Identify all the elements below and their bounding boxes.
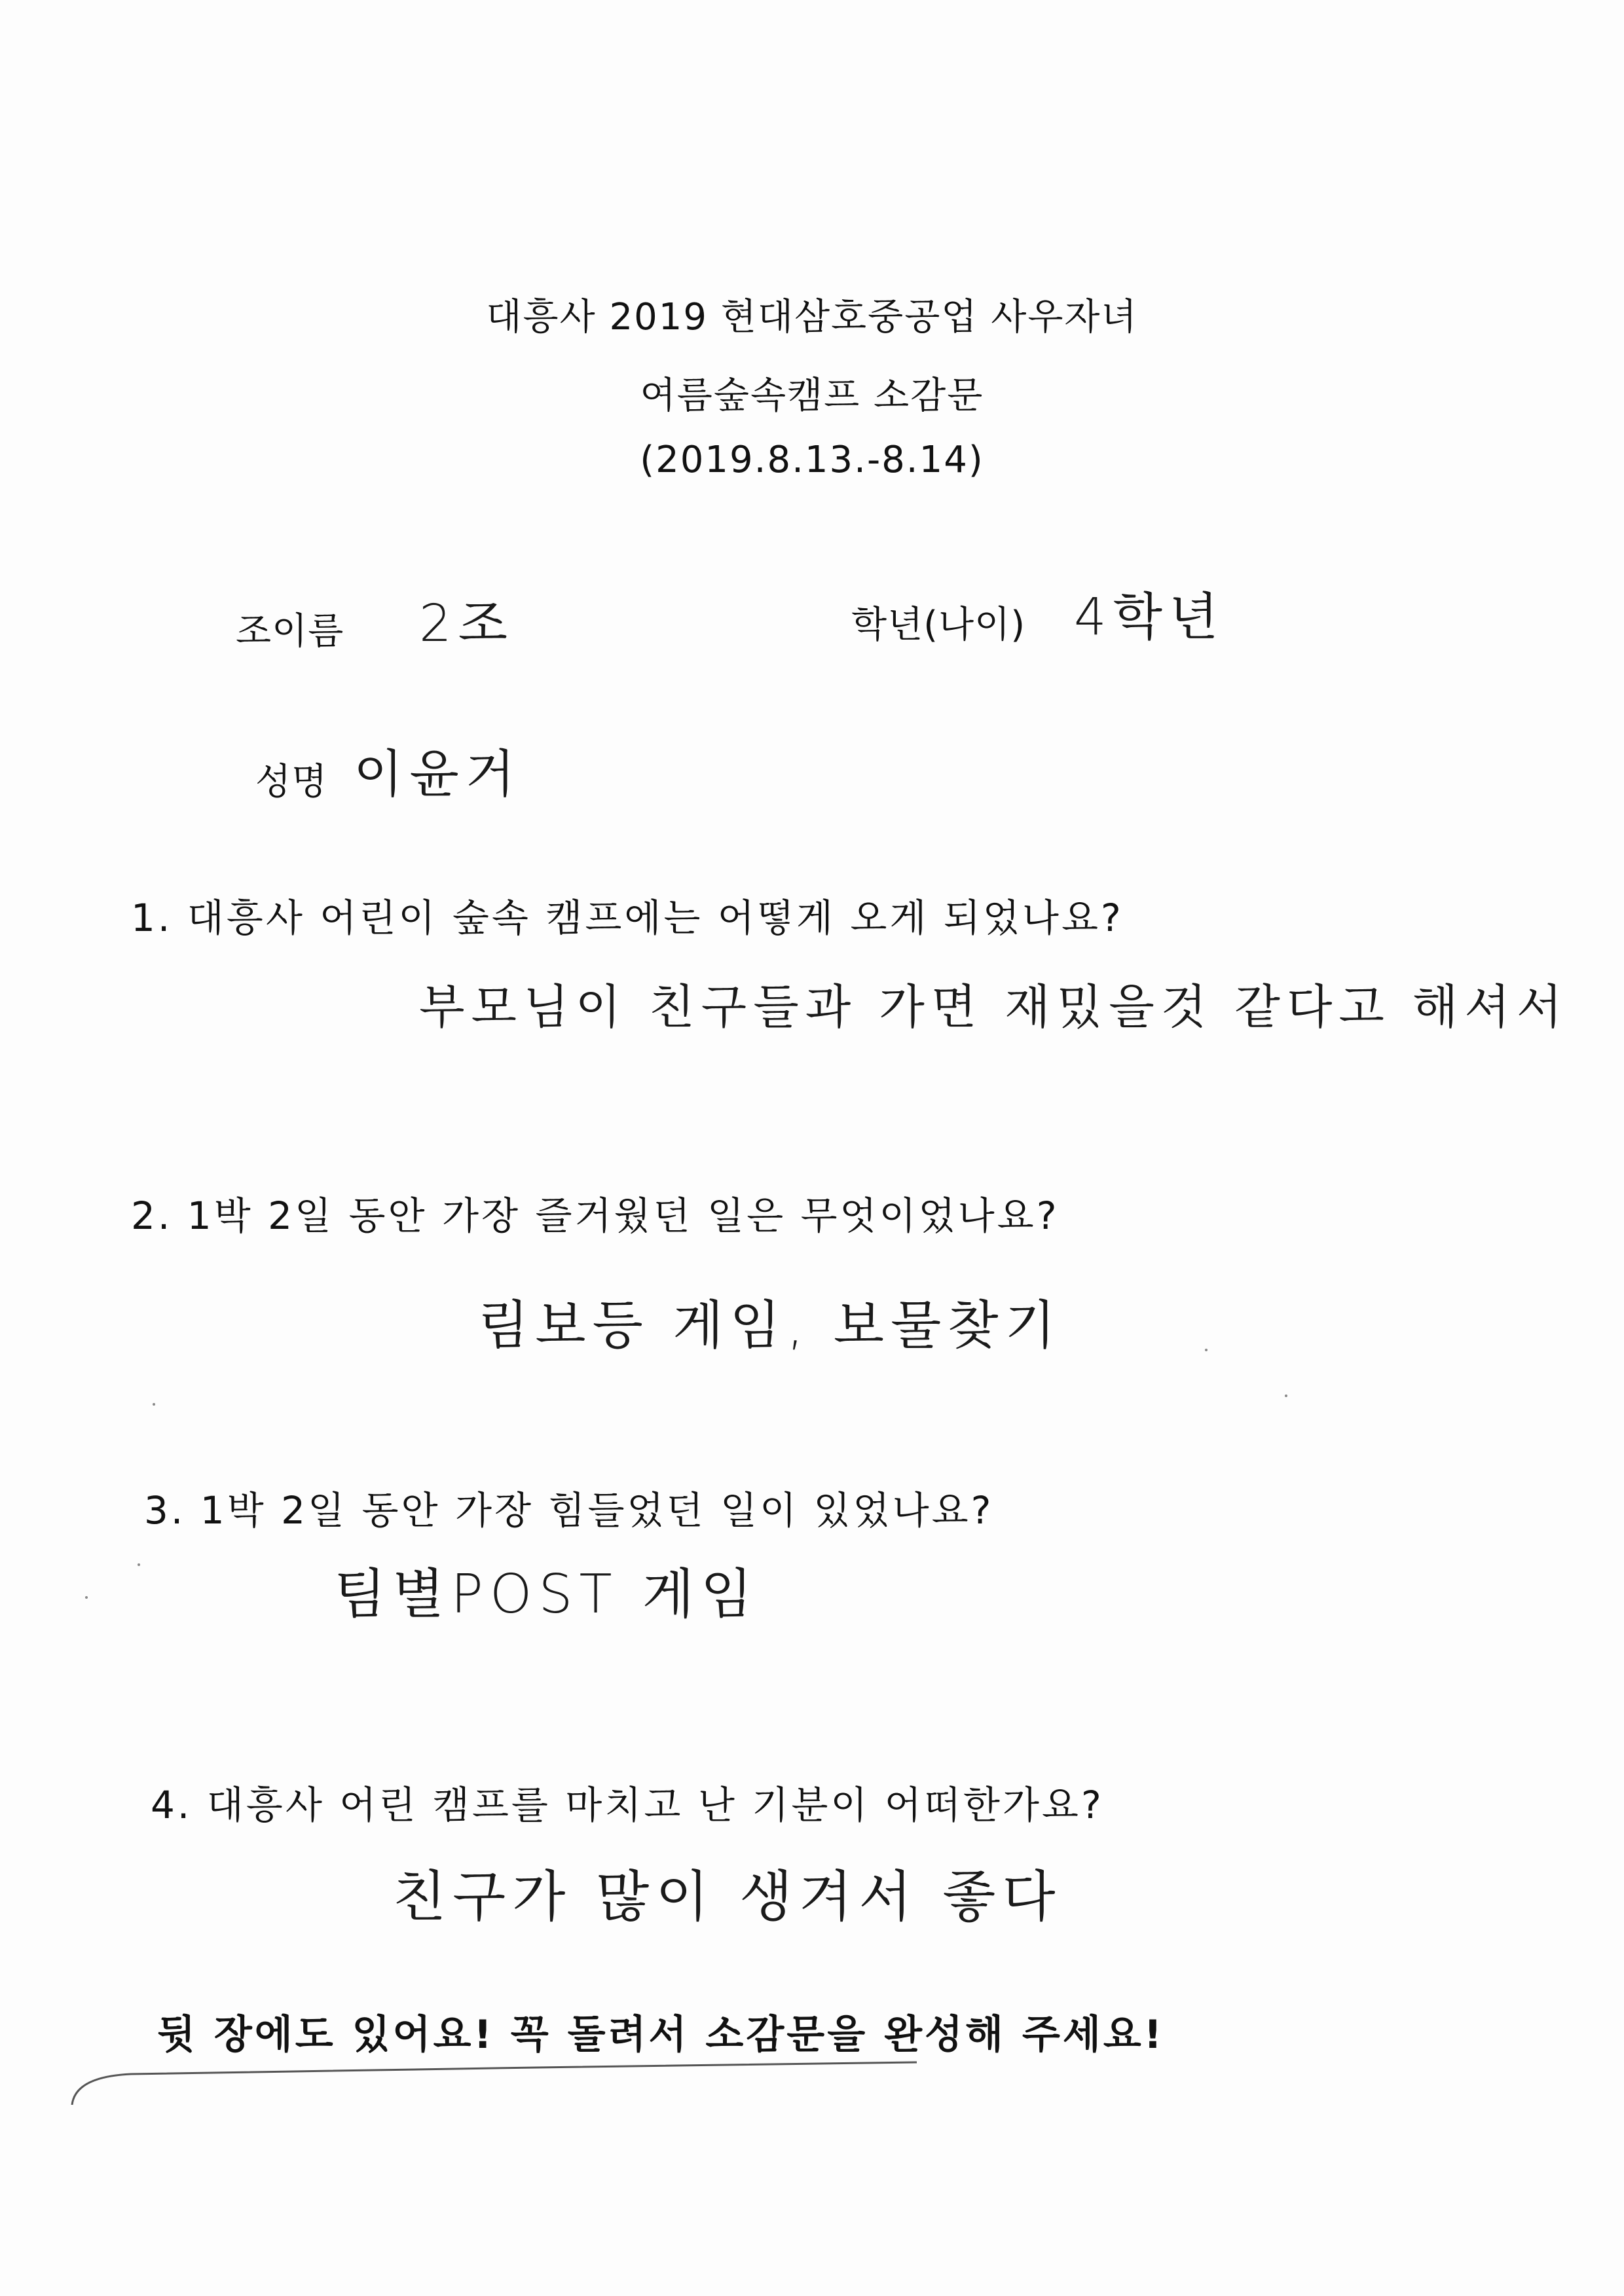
grade-value: 4학년 xyxy=(1074,588,1225,647)
team-label: 조이름 xyxy=(236,610,344,653)
footer-note: 뒷 장에도 있어요! 꼭 돌려서 소감문을 완성해 주세요! xyxy=(157,2012,1165,2058)
scan-speck xyxy=(138,1563,140,1566)
scan-speck xyxy=(1205,1349,1208,1351)
grade-label: 학년(나이) xyxy=(851,604,1026,646)
answer-1: 부모님이 친구들과 가면 재밌을것 같다고 해셔서 xyxy=(419,979,1569,1034)
header-title-line2: 여름숲속캠프 소감문 xyxy=(640,374,984,417)
answer-3: 팀별POST 게임 xyxy=(334,1563,760,1626)
question-2: 2. 1박 2일 동안 가장 즐거웠던 일은 무엇이었나요? xyxy=(131,1194,1060,1238)
answer-4: 친구가 많이 생겨서 좋다 xyxy=(393,1865,1062,1929)
question-4: 4. 대흥사 어린 캠프를 마치고 난 기분이 어떠한가요? xyxy=(151,1783,1104,1827)
scan-speck xyxy=(153,1403,155,1406)
question-1: 1. 대흥사 어린이 숲속 캠프에는 어떻게 오게 되었나요? xyxy=(131,896,1124,940)
name-label: 성명 xyxy=(255,761,328,803)
scan-speck xyxy=(85,1596,88,1599)
answer-2: 림보등 게임, 보물찾기 xyxy=(478,1295,1062,1356)
team-value: 2조 xyxy=(419,594,514,653)
header-date-line: (2019.8.13.-8.14) xyxy=(640,439,984,481)
name-value: 이윤거 xyxy=(354,745,522,804)
question-3: 3. 1박 2일 동안 가장 힘들었던 일이 있었나요? xyxy=(144,1488,994,1533)
header-title-line1: 대흥사 2019 현대삼호중공업 사우자녀 xyxy=(486,296,1138,338)
scan-speck xyxy=(1285,1394,1287,1397)
